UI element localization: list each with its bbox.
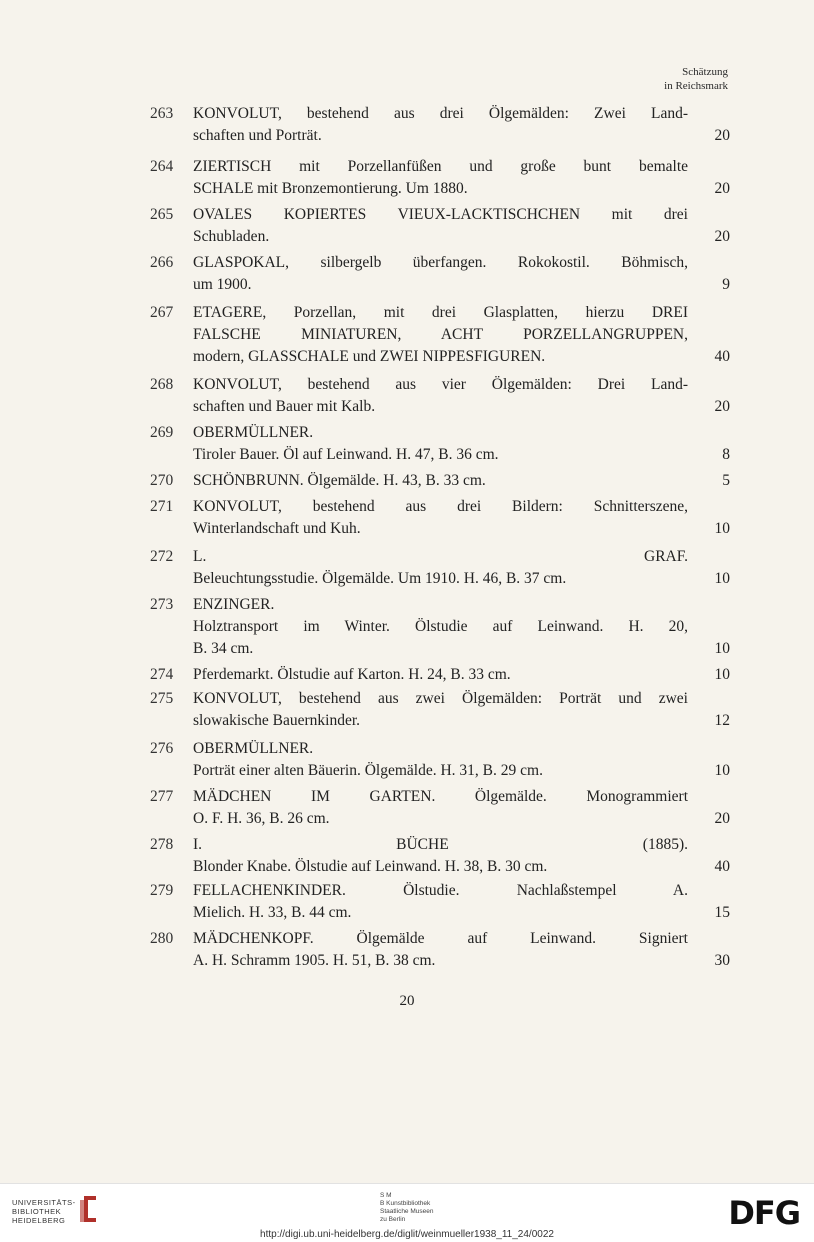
description-line: Blonder Knabe. Ölstudie auf Leinwand. H. 38, B. 30 cm. bbox=[193, 858, 548, 875]
description-line: O. F. H. 36, B. 26 cm. bbox=[193, 810, 330, 827]
lot-number: 264 bbox=[150, 158, 174, 175]
catalog-entry bbox=[150, 664, 730, 686]
description-line: Pferdemarkt. Ölstudie auf Karton. H. 24, B. 33 cm. bbox=[193, 666, 511, 683]
catalog-entry bbox=[150, 738, 730, 782]
source-url-link[interactable]: http://digi.ub.uni-heidelberg.de/diglit/weinmueller1938_11_24/0022 bbox=[260, 1229, 554, 1240]
estimate-price: 10 bbox=[714, 762, 730, 779]
description-line: Mielich. H. 33, B. 44 cm. bbox=[193, 904, 352, 921]
estimate-header bbox=[664, 65, 728, 93]
description-line: um 1900. bbox=[193, 276, 252, 293]
estimate-price: 20 bbox=[714, 127, 730, 144]
lot-number: 278 bbox=[150, 836, 174, 853]
lot-description bbox=[193, 546, 688, 590]
description-line: FALSCHE MINIATUREN, ACHT PORZELLANGRUPPEN, bbox=[193, 326, 688, 343]
catalog-entry bbox=[150, 880, 730, 924]
lot-number: 268 bbox=[150, 376, 174, 393]
lot-description bbox=[193, 302, 688, 368]
estimate-price: 20 bbox=[714, 228, 730, 245]
sm-line-4: zu Berlin bbox=[380, 1216, 406, 1223]
description-line: ZIERTISCH mit Porzellanfüßen und große bunt bemalte bbox=[193, 158, 688, 175]
lot-description bbox=[193, 738, 688, 782]
lot-number: 280 bbox=[150, 930, 174, 947]
estimate-price: 5 bbox=[722, 472, 730, 489]
catalog-entry bbox=[150, 302, 730, 368]
catalog-entry bbox=[150, 156, 730, 200]
estimate-price: 10 bbox=[714, 570, 730, 587]
lot-description bbox=[193, 594, 688, 660]
description-line: SCHALE mit Bronzemontierung. Um 1880. bbox=[193, 180, 468, 197]
description-line: L. GRAF. bbox=[193, 548, 688, 565]
estimate-header-line1: Schätzung bbox=[682, 66, 728, 78]
lot-description bbox=[193, 688, 688, 732]
uni-line-3: HEIDELBERG bbox=[12, 1216, 66, 1225]
lot-description bbox=[193, 156, 688, 200]
description-line: KONVOLUT, bestehend aus zwei Ölgemälden: Porträt und zwei bbox=[193, 690, 688, 707]
lot-description bbox=[193, 422, 688, 466]
kunstbibliothek-text bbox=[380, 1192, 433, 1224]
description-line: Holztransport im Winter. Ölstudie auf Leinwand. H. 20, bbox=[193, 618, 688, 635]
lot-number: 267 bbox=[150, 304, 174, 321]
lot-description bbox=[193, 664, 688, 686]
description-line: A. H. Schramm 1905. H. 51, B. 38 cm. bbox=[193, 952, 436, 969]
description-line: FELLACHENKINDER. Ölstudie. Nachlaßstempel A. bbox=[193, 882, 688, 899]
lot-number: 265 bbox=[150, 206, 174, 223]
catalog-entry bbox=[150, 688, 730, 732]
lot-description bbox=[193, 103, 688, 147]
estimate-price: 10 bbox=[714, 640, 730, 657]
catalog-entry bbox=[150, 546, 730, 590]
estimate-price: 12 bbox=[714, 712, 730, 729]
catalog-entry bbox=[150, 928, 730, 972]
description-line: GLASPOKAL, silbergelb überfangen. Rokokostil. Böhmisch, bbox=[193, 254, 688, 271]
catalog-entry bbox=[150, 422, 730, 466]
catalog-entry bbox=[150, 834, 730, 878]
description-line: OVALES KOPIERTES VIEUX-LACKTISCHCHEN mit drei bbox=[193, 206, 688, 223]
sm-line-2: B Kunstbibliothek bbox=[380, 1200, 431, 1207]
university-library-text bbox=[12, 1198, 76, 1225]
description-line: Schubladen. bbox=[193, 228, 270, 245]
lot-number: 279 bbox=[150, 882, 174, 899]
lot-number: 271 bbox=[150, 498, 174, 515]
description-line: KONVOLUT, bestehend aus vier Ölgemälden: Drei Land- bbox=[193, 376, 688, 393]
page-number: 20 bbox=[399, 993, 415, 1009]
estimate-price: 20 bbox=[714, 398, 730, 415]
catalog-entry bbox=[150, 594, 730, 660]
estimate-price: 10 bbox=[714, 520, 730, 537]
lot-description bbox=[193, 928, 688, 972]
description-line: Winterlandschaft und Kuh. bbox=[193, 520, 361, 537]
estimate-price: 20 bbox=[714, 180, 730, 197]
description-line: KONVOLUT, bestehend aus drei Bildern: Schnitterszene, bbox=[193, 498, 688, 515]
catalog-entry bbox=[150, 204, 730, 248]
lot-description bbox=[193, 880, 688, 924]
lot-number: 263 bbox=[150, 105, 174, 122]
lot-description bbox=[193, 204, 688, 248]
estimate-price: 10 bbox=[714, 666, 730, 683]
estimate-price: 20 bbox=[714, 810, 730, 827]
lot-number: 275 bbox=[150, 690, 174, 707]
estimate-price: 8 bbox=[722, 446, 730, 463]
description-line: KONVOLUT, bestehend aus drei Ölgemälden: Zwei Land- bbox=[193, 105, 688, 122]
estimate-price: 40 bbox=[714, 348, 730, 365]
description-line: Tiroler Bauer. Öl auf Leinwand. H. 47, B. 36 cm. bbox=[193, 446, 499, 463]
description-line: MÄDCHEN IM GARTEN. Ölgemälde. Monogrammiert bbox=[193, 788, 688, 805]
description-line: schaften und Bauer mit Kalb. bbox=[193, 398, 376, 415]
estimate-price: 9 bbox=[722, 276, 730, 293]
sm-line-1: S M bbox=[380, 1192, 392, 1199]
university-logo-icon bbox=[78, 1194, 100, 1224]
description-line: ETAGERE, Porzellan, mit drei Glasplatten, hierzu DREI bbox=[193, 304, 688, 321]
lot-number: 270 bbox=[150, 472, 174, 489]
catalog-entry bbox=[150, 496, 730, 540]
description-line: schaften und Porträt. bbox=[193, 127, 322, 144]
lot-number: 266 bbox=[150, 254, 174, 271]
lot-number: 269 bbox=[150, 424, 174, 441]
description-line: modern, GLASSCHALE und ZWEI NIPPESFIGUREN. bbox=[193, 348, 546, 365]
estimate-price: 40 bbox=[714, 858, 730, 875]
lot-number: 274 bbox=[150, 666, 174, 683]
estimate-price: 15 bbox=[714, 904, 730, 921]
description-line: ENZINGER. bbox=[193, 596, 275, 613]
lot-description bbox=[193, 252, 688, 296]
lot-number: 277 bbox=[150, 788, 174, 805]
lot-description bbox=[193, 834, 688, 878]
footer-bar bbox=[0, 1183, 814, 1242]
catalog-entry bbox=[150, 786, 730, 830]
description-line: OBERMÜLLNER. bbox=[193, 740, 314, 757]
catalog-entry bbox=[150, 374, 730, 418]
description-line: MÄDCHENKOPF. Ölgemälde auf Leinwand. Signiert bbox=[193, 930, 688, 947]
description-line: B. 34 cm. bbox=[193, 640, 254, 657]
lot-number: 276 bbox=[150, 740, 174, 757]
lot-number: 273 bbox=[150, 596, 174, 613]
lot-number: 272 bbox=[150, 548, 174, 565]
description-line: Beleuchtungsstudie. Ölgemälde. Um 1910. H. 46, B. 37 cm. bbox=[193, 570, 567, 587]
sm-line-3: Staatliche Museen bbox=[380, 1208, 434, 1215]
lot-description bbox=[193, 786, 688, 830]
lot-description bbox=[193, 374, 688, 418]
description-line: Porträt einer alten Bäuerin. Ölgemälde. H. 31, B. 29 cm. bbox=[193, 762, 543, 779]
catalog-entry bbox=[150, 103, 730, 147]
lot-description bbox=[193, 496, 688, 540]
estimate-header-line2: in Reichsmark bbox=[664, 80, 728, 92]
catalog-entry bbox=[150, 470, 730, 492]
description-line: SCHÖNBRUNN. Ölgemälde. H. 43, B. 33 cm. bbox=[193, 472, 486, 489]
description-line: I. BÜCHE (1885). bbox=[193, 836, 688, 853]
uni-line-1: UNIVERSITÄTS- bbox=[12, 1198, 76, 1207]
description-line: OBERMÜLLNER. bbox=[193, 424, 314, 441]
description-line: slowakische Bauernkinder. bbox=[193, 712, 361, 729]
catalog-entry bbox=[150, 252, 730, 296]
estimate-price: 30 bbox=[714, 952, 730, 969]
uni-line-2: BIBLIOTHEK bbox=[12, 1207, 62, 1216]
dfg-logo: DFG bbox=[728, 1194, 800, 1232]
lot-description bbox=[193, 470, 688, 492]
